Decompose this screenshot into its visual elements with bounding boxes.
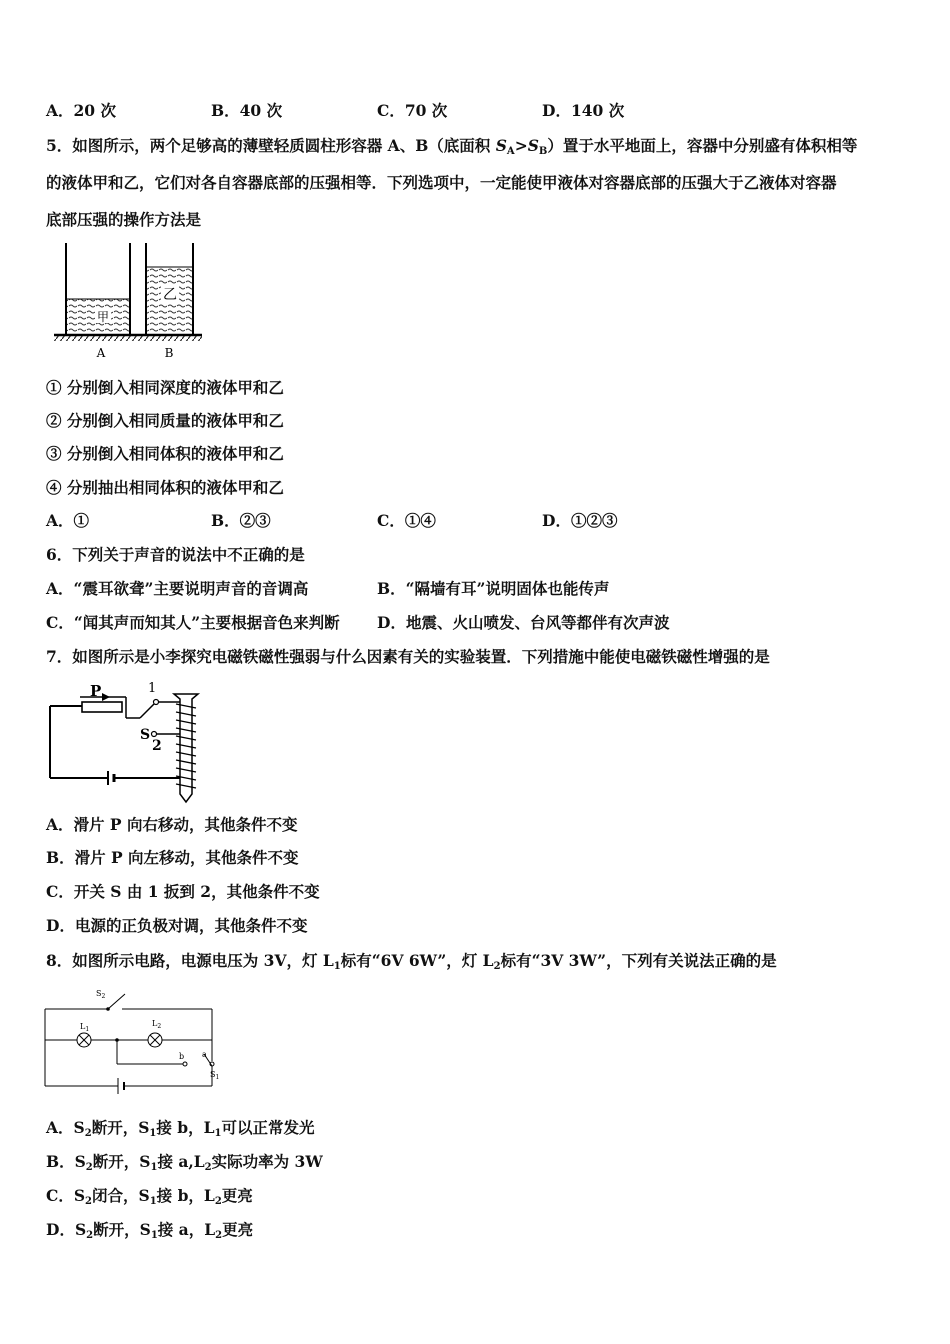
q8-stem: 8．如图所示电路，电源电压为 3V，灯 $L_1$标有“6V 6W”，灯 $L_2$标有“3V 3W”，下列有关说法正确的是: [46, 951, 777, 972]
l2-label: $L_2$: [152, 1019, 162, 1030]
l1-label: $L_1$: [80, 1022, 90, 1033]
q5-item-4: ④ 分别抽出相同体积的液体甲和乙: [46, 478, 284, 497]
q5-stem-line1: 5．如图所示，两个足够高的薄壁轻质圆柱形容器 A、B（底面积 $S_A>S_B$）置于水平地面上，容器中分别盛有体积相等: [46, 136, 858, 157]
q6-option-b: B．“隔墙有耳”说明固体也能传声: [377, 579, 610, 598]
switch-s-label: S: [140, 727, 151, 743]
q6-option-a: A．“震耳欲聋”主要说明声音的音调高: [46, 579, 309, 598]
liquid-a-label: 甲: [96, 310, 110, 324]
q6-stem: 6．下列关于声音的说法中不正确的是: [46, 545, 305, 564]
q5-option-b: B．②③: [211, 511, 271, 530]
q5-item-3: ③ 分别倒入相同体积的液体甲和乙: [46, 444, 284, 463]
terminal-1-label: 1: [148, 681, 157, 696]
q7-option-b: B．滑片 P 向左移动，其他条件不变: [46, 848, 299, 867]
s1-label: $S_1$: [210, 1070, 220, 1081]
q7-option-d: D．电源的正负极对调，其他条件不变: [46, 916, 308, 935]
q7-stem: 7．如图所示是小李探究电磁铁磁性强弱与什么因素有关的实验装置．下列措施中能使电磁铁磁性增强的是: [46, 647, 770, 666]
terminal-b-label: b: [179, 1052, 185, 1061]
q7-option-c: C．开关 S 由 1 扳到 2，其他条件不变: [46, 882, 320, 901]
q7-option-a: A．滑片 P 向右移动，其他条件不变: [46, 815, 298, 834]
container-b-label: B: [164, 346, 174, 360]
q5-stem-line3: 底部压强的操作方法是: [46, 210, 202, 229]
q5-option-d: D．①②③: [542, 511, 618, 530]
container-a-label: A: [96, 346, 106, 360]
q5-option-a: A．①: [46, 511, 90, 530]
q7-electromagnet-figure: [44, 676, 204, 804]
q8-option-c: C．$S_2$闭合，$S_1$接 b，$L_2$更亮: [46, 1186, 253, 1207]
slider-p-label: P: [90, 682, 102, 700]
q4-option-b: B．40 次: [211, 101, 283, 120]
q4-option-c: C．70 次: [377, 101, 448, 120]
q8-option-a: A．$S_2$断开，$S_1$接 b，$L_1$可以正常发光: [46, 1118, 315, 1139]
q8-option-d: D．$S_2$断开，$S_1$接 a，$L_2$更亮: [46, 1220, 254, 1241]
q8-option-b: B．$S_2$断开，$S_1$接 $a,L_2$实际功率为 3W: [46, 1152, 323, 1173]
q4-option-a: A．20 次: [46, 101, 116, 120]
q6-option-c: C．“闻其声而知其人”主要根据音色来判断: [46, 613, 340, 632]
s2-label: $S_2$: [96, 989, 106, 1000]
terminal-a-label: a: [202, 1050, 207, 1059]
q5-item-1: ① 分别倒入相同深度的液体甲和乙: [46, 378, 284, 397]
q6-option-d: D．地震、火山喷发、台风等都伴有次声波: [377, 613, 670, 632]
terminal-2-label: 2: [152, 738, 162, 754]
q5-option-c: C．①④: [377, 511, 436, 530]
q5-containers-figure: [50, 243, 210, 365]
q4-option-d: D．140 次: [542, 101, 625, 120]
q5-stem-line2: 的液体甲和乙，它们对各自容器底部的压强相等．下列选项中，一定能使甲液体对容器底部的压强大于乙液体对容器: [46, 173, 837, 192]
liquid-b-label: 乙: [163, 287, 177, 303]
q5-item-2: ② 分别倒入相同质量的液体甲和乙: [46, 411, 284, 430]
q8-circuit-figure: [40, 984, 230, 1104]
